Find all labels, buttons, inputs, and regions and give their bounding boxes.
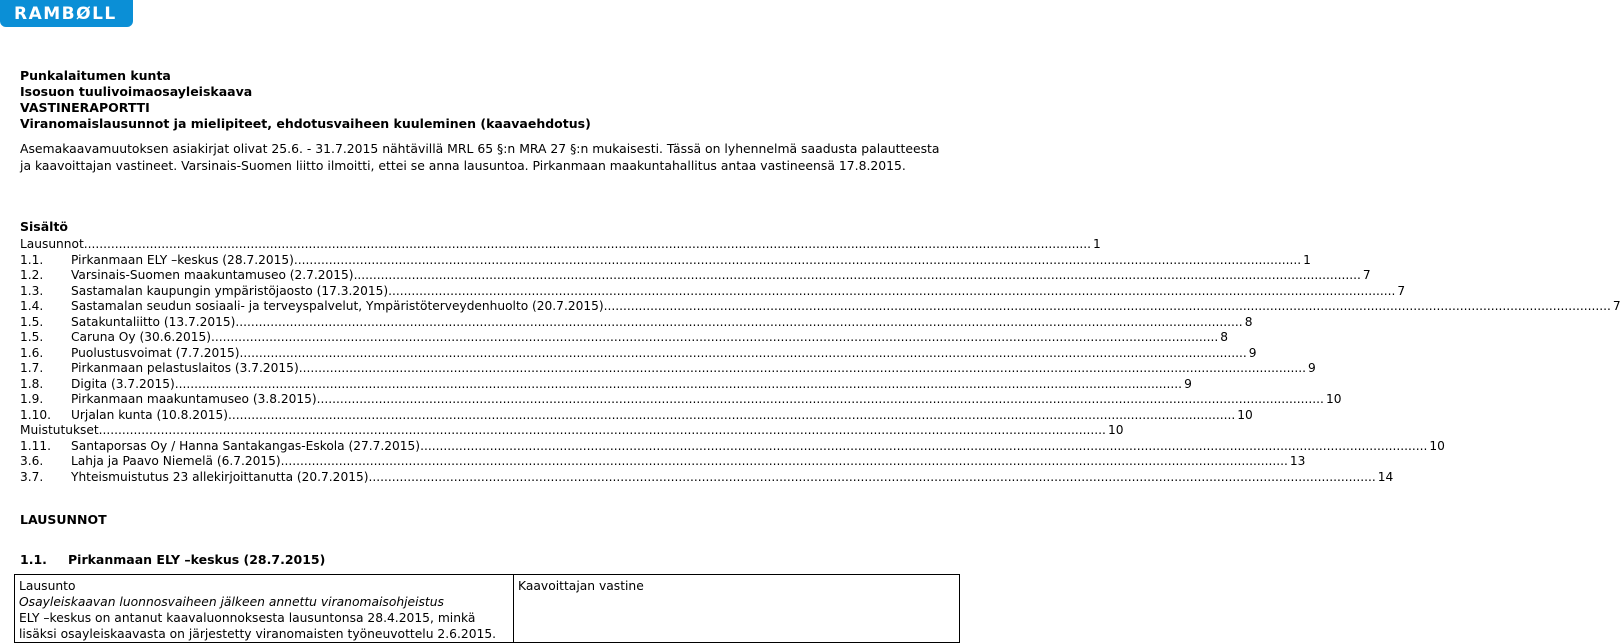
toc-entry-label: Satakuntaliitto (13.7.2015) xyxy=(71,314,236,329)
toc-entry[interactable] xyxy=(20,268,1371,284)
toc-entry-label: Muistutukset xyxy=(20,423,99,437)
toc-entry-number: 3.7. xyxy=(20,469,44,484)
toc-leader-dots: .................................................................................................................................................................................................................................................................... xyxy=(368,469,1376,484)
toc-leader-dots: .................................................................................................................................................................................................................................................................... xyxy=(228,407,1236,422)
toc-leader-dots: .................................................................................................................................................................................................................................................................... xyxy=(388,283,1396,298)
toc-entry-label: Varsinais-Suomen maakuntamuseo (2.7.2015) xyxy=(71,268,354,282)
toc-entry[interactable] xyxy=(20,283,1406,300)
toc-entry-label: Pirkanmaan maakuntamuseo (3.8.2015) xyxy=(71,392,317,406)
toc-entry-page: 7 xyxy=(1397,283,1406,298)
toc-entry-number: 1.6. xyxy=(20,345,44,360)
toc-entry-page: 1 xyxy=(1303,252,1311,267)
toc-entry[interactable] xyxy=(20,407,1253,424)
toc-entry-page: 9 xyxy=(1184,376,1192,391)
toc-entry-label: Lausunnot xyxy=(20,237,84,251)
toc-entry[interactable] xyxy=(20,469,1394,486)
toc-leader-dots: .................................................................................................................................................................................................................................................................... xyxy=(293,252,1302,267)
toc-leader-dots: .................................................................................................................................................................................................................................................................... xyxy=(280,454,1288,468)
statement-line: Osayleiskaavan luonnosvaiheen jälkeen annettu viranomaisohjeistus xyxy=(19,595,444,609)
toc-entry-page: 10 xyxy=(1107,423,1124,437)
statement-cell xyxy=(15,575,514,643)
toc-leader-dots: .................................................................................................................................................................................................................................................................... xyxy=(420,438,1428,453)
toc-leader-dots: .................................................................................................................................................................................................................................................................... xyxy=(174,376,1183,391)
toc-entry-label: Pirkanmaan ELY –keskus (28.7.2015) xyxy=(71,252,294,267)
toc-leader-dots: .................................................................................................................................................................................................................................................................... xyxy=(235,314,1243,329)
toc-entry-label: Lahja ja Paavo Niemelä (6.7.2015) xyxy=(71,454,281,468)
toc-entry-label: Santaporsas Oy / Hanna Santakangas-Eskola (27.7.2015) xyxy=(71,438,421,453)
toc-entry-label: Yhteismuistutus 23 allekirjoittanutta (20.7.2015) xyxy=(71,469,369,484)
section-heading: LAUSUNNOT xyxy=(20,512,107,527)
header-line-municipality: Punkalaitumen kunta xyxy=(20,68,171,83)
toc-entry-number: 1.5. xyxy=(20,330,44,344)
toc-entry-number: 1.1. xyxy=(20,252,44,267)
toc-entry-page: 9 xyxy=(1307,361,1316,375)
toc-entry[interactable] xyxy=(20,330,1229,346)
toc-entry-number: 1.3. xyxy=(20,283,44,298)
table-of-contents xyxy=(20,237,1621,485)
toc-entry-page: 14 xyxy=(1377,469,1394,484)
toc-entry-page: 7 xyxy=(1362,268,1371,282)
header-line-plan: Isosuon tuulivoimaosayleiskaava xyxy=(20,84,253,99)
toc-entry-number: 1.10. xyxy=(20,407,52,422)
toc-entry-page: 1 xyxy=(1093,237,1101,251)
statement-header: Lausunto xyxy=(19,579,76,593)
toc-title: Sisältö xyxy=(20,219,69,234)
toc-entry-number: 1.8. xyxy=(20,376,44,391)
statement-line: lisäksi osayleiskaavasta on järjestetty viranomaisten työneuvottelu 2.6.2015. xyxy=(19,627,497,641)
toc-entry-number: 3.6. xyxy=(20,454,44,468)
toc-leader-dots: .................................................................................................................................................................................................................................................................... xyxy=(98,423,1106,437)
subsection-number: 1.1. xyxy=(20,552,47,567)
toc-entry[interactable] xyxy=(20,345,1257,362)
toc-entry[interactable] xyxy=(20,299,1621,315)
toc-entry-page: 9 xyxy=(1248,345,1257,360)
toc-entry[interactable] xyxy=(20,454,1306,470)
toc-entry-page: 10 xyxy=(1429,438,1445,453)
toc-entry[interactable] xyxy=(20,237,1101,253)
toc-entry[interactable] xyxy=(20,392,1342,408)
response-cell xyxy=(514,575,960,643)
toc-entry[interactable] xyxy=(20,252,1311,269)
toc-entry-page: 8 xyxy=(1220,330,1229,344)
header-line-report: VASTINERAPORTTI xyxy=(20,100,150,115)
toc-entry-page: 10 xyxy=(1325,392,1342,406)
document-header xyxy=(20,68,591,132)
toc-entry[interactable] xyxy=(20,314,1253,331)
toc-entry-label: Urjalan kunta (10.8.2015) xyxy=(71,407,229,422)
toc-entry[interactable] xyxy=(20,423,1124,439)
toc-leader-dots: .................................................................................................................................................................................................................................................................... xyxy=(298,361,1306,375)
toc-entry-label: Digita (3.7.2015) xyxy=(71,376,175,391)
toc-entry-label: Pirkanmaan pelastuslaitos (3.7.2015) xyxy=(71,361,299,375)
toc-leader-dots: .................................................................................................................................................................................................................................................................... xyxy=(211,330,1219,344)
toc-entry-number: 1.4. xyxy=(20,299,44,313)
ramboll-logo: RAMBØLL xyxy=(0,0,133,27)
toc-entry-label: Sastamalan kaupungin ympäristöjaosto (17.3.2015) xyxy=(71,283,389,298)
statement-line: ELY –keskus on antanut kaavaluonnoksesta lausuntonsa 28.4.2015, minkä xyxy=(19,611,476,625)
toc-entry-page: 7 xyxy=(1612,299,1621,313)
toc-entry-number: 1.9. xyxy=(20,392,44,406)
toc-leader-dots: .................................................................................................................................................................................................................................................................... xyxy=(316,392,1324,406)
toc-entry-label: Sastamalan seudun sosiaali- ja terveyspalvelut, Ympäristöterveydenhuolto (20.7.2015) xyxy=(71,299,604,313)
subsection-heading xyxy=(20,552,325,567)
toc-leader-dots: .................................................................................................................................................................................................................................................................... xyxy=(239,345,1247,360)
toc-entry[interactable] xyxy=(20,438,1445,455)
toc-leader-dots: .................................................................................................................................................................................................................................................................... xyxy=(353,268,1361,282)
toc-entry-number: 1.11. xyxy=(20,438,52,453)
response-header: Kaavoittajan vastine xyxy=(518,579,644,593)
toc-entry-page: 13 xyxy=(1289,454,1306,468)
toc-entry-label: Puolustusvoimat (7.7.2015) xyxy=(71,345,240,360)
toc-entry-number: 1.5. xyxy=(20,314,44,329)
intro-paragraph: Asemakaavamuutoksen asiakirjat olivat 25.6. - 31.7.2015 nähtävillä MRL 65 §:n MRA 27 §:n mukaisesti. Tässä on lyhennelmä saadusta palautteesta ja kaavoittajan vastineet. Varsinais-Suomen liitto ilmoitti, ettei se anna lausuntoa. Pirkanmaan maakuntahallitus antaa vastineensä 17.8.2015. xyxy=(20,141,940,173)
header-line-subtitle: Viranomaislausunnot ja mielipiteet, ehdotusvaiheen kuuleminen (kaavaehdotus) xyxy=(20,116,591,131)
subsection-title: Pirkanmaan ELY –keskus (28.7.2015) xyxy=(68,552,326,567)
toc-entry[interactable] xyxy=(20,361,1316,377)
toc-entry-label: Caruna Oy (30.6.2015) xyxy=(71,330,211,344)
toc-leader-dots: .................................................................................................................................................................................................................................................................... xyxy=(83,237,1092,251)
toc-entry-page: 8 xyxy=(1244,314,1253,329)
toc-entry[interactable] xyxy=(20,376,1192,393)
toc-entry-number: 1.2. xyxy=(20,268,44,282)
toc-leader-dots: .................................................................................................................................................................................................................................................................... xyxy=(603,299,1611,313)
toc-entry-number: 1.7. xyxy=(20,361,44,375)
toc-entry-page: 10 xyxy=(1237,407,1253,422)
response-table xyxy=(14,574,960,643)
